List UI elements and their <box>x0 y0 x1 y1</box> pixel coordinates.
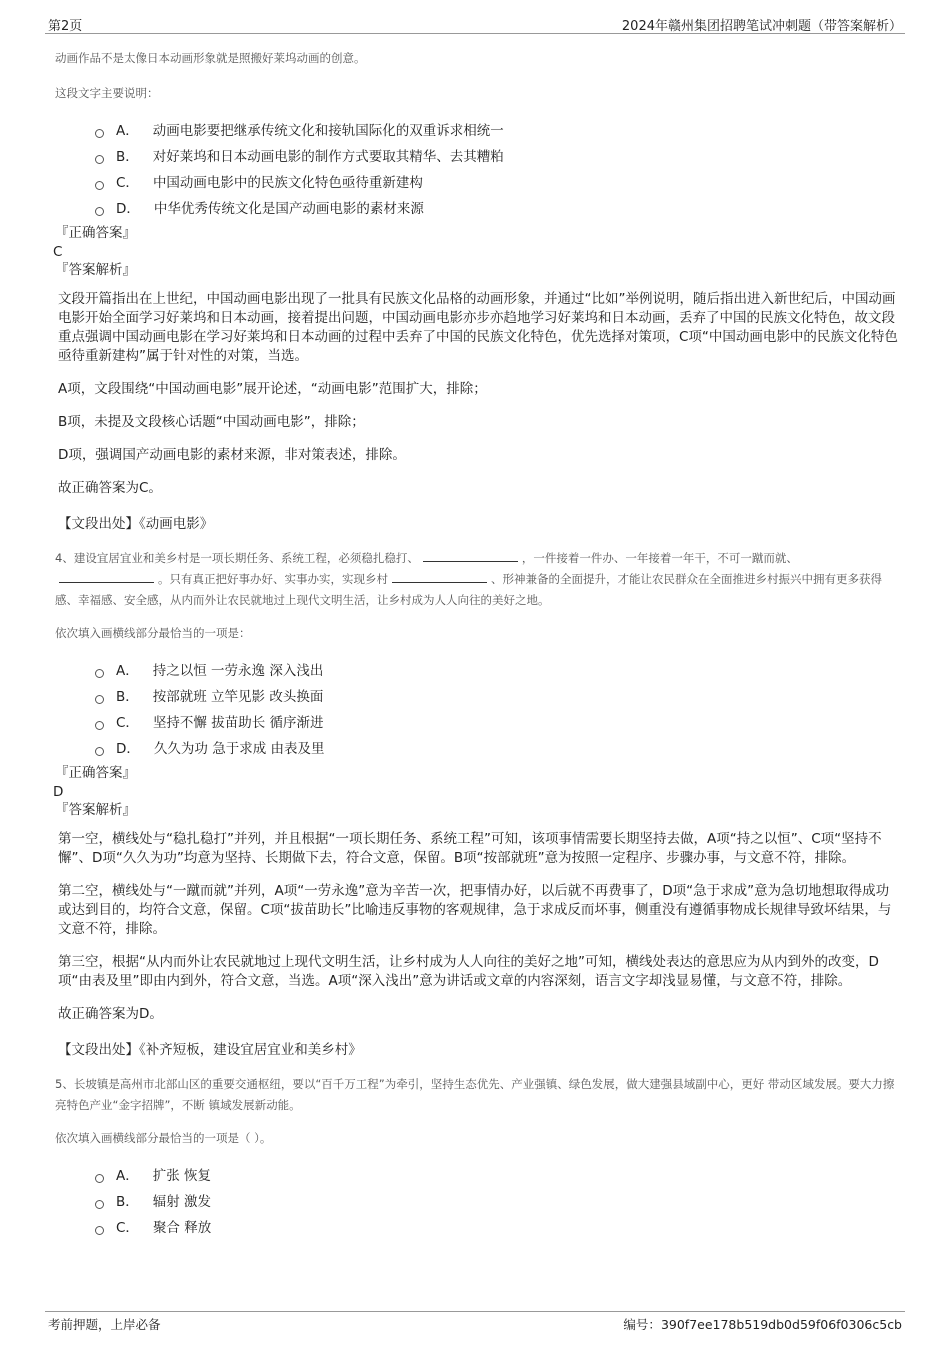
option-text: 动画电影要把继承传统文化和接轨国际化的双重诉求相统一 <box>152 123 504 139</box>
option-letter: B． <box>116 1194 139 1210</box>
question-prompt: 依次填入画横线部分最恰当的一项是： <box>55 626 251 640</box>
question-prompt: 依次填入画横线部分最恰当的一项是（ ）。 <box>55 1131 272 1145</box>
main-content <box>55 48 900 1243</box>
option-text: 扩张 恢复 <box>152 1168 212 1184</box>
option-d[interactable] <box>95 736 900 762</box>
options-list <box>95 1163 900 1241</box>
serial-value: 390f7ee178b519db0d59f06f0306c5cb <box>660 1317 902 1332</box>
option-text: 久久为功 急于求成 由表及里 <box>153 741 325 757</box>
fill-blank <box>423 549 518 562</box>
stem-part: ，一件接着一件办、一年接着一年干，不可一蹴而就、 <box>521 551 798 565</box>
question-3 <box>55 48 900 532</box>
radio-icon[interactable] <box>95 1174 104 1183</box>
question-5 <box>55 1074 900 1241</box>
radio-icon[interactable] <box>95 695 104 704</box>
option-letter: D． <box>116 741 140 757</box>
option-text: 中华优秀传统文化是国产动画电影的素材来源 <box>153 201 424 217</box>
serial-number <box>623 1315 902 1333</box>
option-letter: B． <box>116 149 139 165</box>
option-c[interactable] <box>95 170 900 196</box>
serial-label: 编号： <box>623 1317 661 1332</box>
radio-icon[interactable] <box>95 1200 104 1209</box>
radio-icon[interactable] <box>95 129 104 138</box>
option-letter: C． <box>116 715 139 731</box>
footer-slogan: 考前押题，上岸必备 <box>48 1317 161 1332</box>
option-letter: A． <box>116 1168 139 1184</box>
analysis-paragraph: 第三空，根据“从内而外让农民就地过上现代文明生活，让乡村成为人人向往的美好之地”可知，横线处表达的意思应为从内到外的改变，D项“由表及里”即由内到外，符合文意，当选。A项“深入浅出”意为讲话或文章的内容深刻，语言文字却浅显易懂，与文意不符，排除。 <box>58 954 879 989</box>
option-text: 按部就班 立竿见影 改头换面 <box>152 689 324 705</box>
option-b[interactable] <box>95 1189 900 1215</box>
option-b[interactable] <box>95 144 900 170</box>
option-text: 对好莱坞和日本动画电影的制作方式要取其精华、去其糟粕 <box>152 149 504 165</box>
option-text: 持之以恒 一劳永逸 深入浅出 <box>152 663 324 679</box>
option-c[interactable] <box>95 710 900 736</box>
radio-icon[interactable] <box>95 669 104 678</box>
radio-icon[interactable] <box>95 155 104 164</box>
question-4 <box>55 548 900 1058</box>
option-letter: D． <box>116 201 140 217</box>
question-stem: 5、长坡镇是高州市北部山区的重要交通枢纽，要以“百千万工程”为牵引，坚持生态优先、产业强镇、绿色发展，做大建强县域副中心，更好 带动区域发展。要大力擦亮特色产业“金字招牌”，不断 镇域发展新动能。 <box>55 1077 895 1112</box>
option-letter: B． <box>116 689 139 705</box>
radio-icon[interactable] <box>95 181 104 190</box>
question-stem <box>55 548 900 611</box>
options-list <box>95 658 900 762</box>
source-citation: 【文段出处】《动画电影》 <box>58 516 214 532</box>
answer-label: 『正确答案』 <box>55 765 136 781</box>
radio-icon[interactable] <box>95 721 104 730</box>
option-d[interactable] <box>95 196 900 222</box>
passage-tail: 动画作品不是太像日本动画形象就是照搬好莱坞动画的创意。 <box>55 51 366 65</box>
analysis-paragraph: 第一空，横线处与“稳扎稳打”并列，并且根据“一项长期任务、系统工程”可知，该项事情需要长期坚持去做，A项“持之以恒”、C项“坚持不懈”、D项“久久为功”均意为坚持、长期做下去，符合文意，保留。B项“按部就班”意为按照一定程序、步骤办事，与文意不符，排除。 <box>58 831 882 866</box>
analysis-paragraph: 文段开篇指出在上世纪，中国动画电影出现了一批具有民族文化品格的动画形象，并通过“比如”举例说明，随后指出进入新世纪后，中国动画电影开始全面学习好莱坞和日本动画，接着提出问题，中国动画电影亦步亦趋地学习好莱坞和日本动画，丢弃了中国的民族文化特色，故文段重点强调中国动画电影在学习好莱坞和日本动画的过程中丢弃了中国的民族文化特色，优先选择对策项，C项“中国动画电影中的民族文化特色亟待重新建构”属于针对性的对策，当选。 <box>58 291 898 364</box>
option-letter: C． <box>116 1220 139 1236</box>
page-number: 第2页 <box>48 19 83 34</box>
correct-answer: D <box>53 784 64 800</box>
option-letter: C． <box>116 175 139 191</box>
question-prompt: 这段文字主要说明： <box>55 86 159 100</box>
radio-icon[interactable] <box>95 747 104 756</box>
analysis-paragraph: B项，未提及文段核心话题“中国动画电影”，排除； <box>58 414 365 430</box>
analysis-conclusion: 故正确答案为D。 <box>58 1006 163 1022</box>
radio-icon[interactable] <box>95 207 104 216</box>
stem-part: 。只有真正把好事办好、实事办实，实现乡村 <box>158 572 388 586</box>
option-c[interactable] <box>95 1215 900 1241</box>
option-a[interactable] <box>95 658 900 684</box>
analysis-paragraph: A项，文段围绕“中国动画电影”展开论述，“动画电影”范围扩大，排除； <box>58 381 487 397</box>
option-a[interactable] <box>95 118 900 144</box>
fill-blank <box>59 570 154 583</box>
answer-label: 『正确答案』 <box>55 225 136 241</box>
stem-part: 4、建设宜居宜业和美乡村是一项长期任务、系统工程，必须稳扎稳打、 <box>55 551 419 565</box>
analysis-paragraph: D项，强调国产动画电影的素材来源，非对策表述，排除。 <box>58 447 406 463</box>
option-letter: A． <box>116 663 139 679</box>
option-text: 辐射 激发 <box>152 1194 212 1210</box>
page-header <box>45 13 905 34</box>
page-footer <box>45 1311 905 1334</box>
analysis-label: 『答案解析』 <box>55 802 136 818</box>
options-list <box>95 118 900 222</box>
document-title: 2024年赣州集团招聘笔试冲刺题（带答案解析） <box>621 19 902 34</box>
analysis-label: 『答案解析』 <box>55 262 136 278</box>
option-text: 坚持不懈 拔苗助长 循序渐进 <box>152 715 324 731</box>
stem-part: 、形神兼备的全面提升，才能让农民群众在全面推进乡村振兴中拥有更多获得感、幸福感、安全感，从内而外让农民就地过上现代文明生活，让乡村成为人人向往的美好之地。 <box>55 572 882 607</box>
option-letter: A． <box>116 123 139 139</box>
analysis-conclusion: 故正确答案为C。 <box>58 480 162 496</box>
option-a[interactable] <box>95 1163 900 1189</box>
analysis-paragraph: 第二空，横线处与“一蹴而就”并列，A项“一劳永逸”意为辛苦一次，把事情办好，以后就不再费事了，D项“急于求成”意为急切地想取得成功或达到目的，均符合文意，保留。C项“拔苗助长”比喻违反事物的客观规律，急于求成反而坏事，侧重没有遵循事物成长规律导致坏结果，与文意不符，排除。 <box>58 883 892 937</box>
radio-icon[interactable] <box>95 1226 104 1235</box>
fill-blank <box>392 570 487 583</box>
option-text: 中国动画电影中的民族文化特色亟待重新建构 <box>152 175 423 191</box>
source-citation: 【文段出处】《补齐短板，建设宜居宜业和美乡村》 <box>58 1042 362 1058</box>
correct-answer: C <box>53 244 63 260</box>
option-b[interactable] <box>95 684 900 710</box>
option-text: 聚合 释放 <box>152 1220 212 1236</box>
